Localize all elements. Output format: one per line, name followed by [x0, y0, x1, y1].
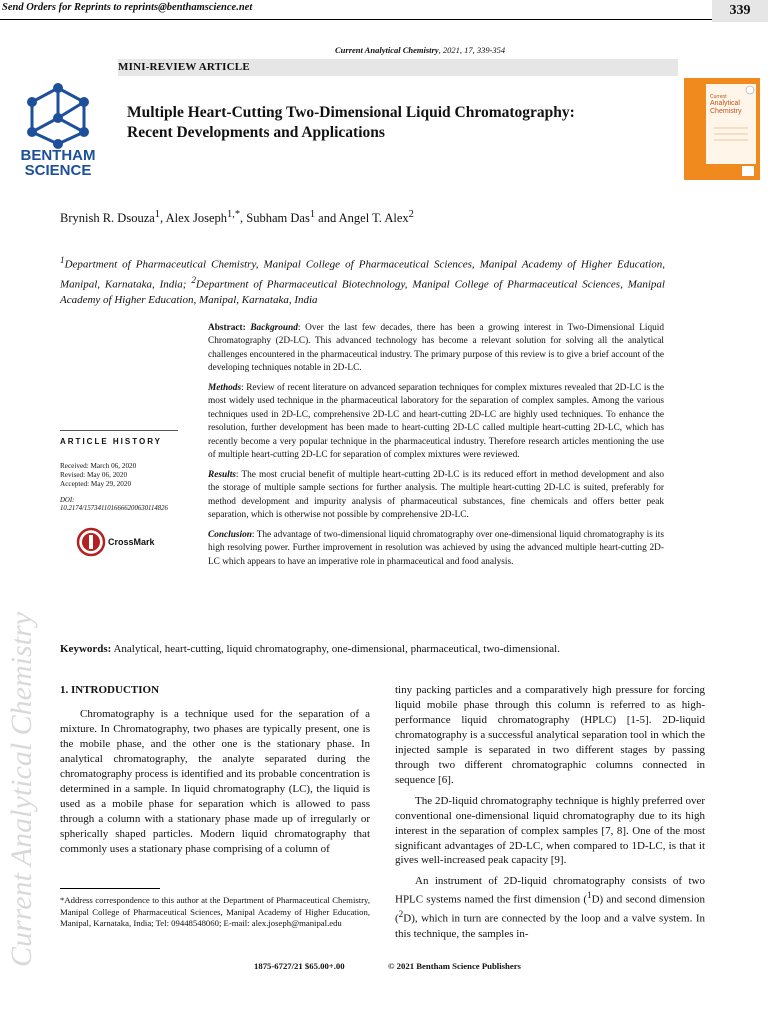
intro-paragraph-2: tiny packing particles and a comparatively high pressure for forcing liquid mobile phase through this column is referred to as high-performance liquid chromatography (HPLC) [1-5]. 2D-liquid chromatography is a successful analytical separation tool in which the injected sample is separated in two different stages by passing through two different chromatographic columns connected in sequence [6].: [395, 684, 705, 786]
title-line-2: Recent Developments and Applications: [127, 124, 385, 142]
intro-text-part: An instrument of 2D-liquid chromatography consists of two HPLC systems named the first dimension (: [395, 875, 705, 907]
keywords-text: Analytical, heart-cutting, liquid chromatography, one-dimensional, pharmaceutical, two-dimensional.: [111, 643, 560, 655]
author-separator: and: [315, 211, 339, 226]
abstract-label: Abstract:: [208, 323, 251, 333]
reprint-notice: Send Orders for Reprints to reprints@benthamscience.net: [2, 2, 253, 13]
abstract: [208, 322, 664, 575]
logo-text-science: SCIENCE: [24, 162, 92, 176]
history-rule: [60, 430, 178, 431]
conclusion-text: : The advantage of two-dimensional liquid chromatography over one-dimensional liquid chromatography is its high resolving power. Further improvement in resolution was achieved by using the advanced multiple heart-cutting 2D-LC which appears to have an imperative role in pharmaceutical and food analysis.: [208, 529, 664, 567]
affil-2-marker: 2: [191, 274, 196, 285]
body-column-right: [395, 683, 705, 948]
keywords: [60, 643, 560, 655]
author-3: Subham Das: [246, 211, 310, 226]
intro-text-part: D), which in turn are connected by the loop and a valve system. In this technique, the samples in-: [395, 912, 705, 940]
background-label: Background: [250, 323, 298, 333]
footnote-rule: [60, 888, 160, 889]
journal-cover: [684, 78, 760, 180]
intro-paragraph-3: The 2D-liquid chromatography technique is highly preferred over conventional one-dimensional liquid chromatography due to its high interest in the separation of complex samples [7, 8]. One of the most significant advantages of 2D-LC, when compared to 1D-LC, is that it gives well-increased peak capacity [9].: [395, 794, 705, 867]
results-text: : The most crucial benefit of multiple heart-cutting 2D-LC is its reduced effort in method development and also the storage of multiple sample sections for further analysis. The multiple heart-cutting 2D-LC is suited, preferably for method development and impurity analysis of pharmaceutical substances, fine chemicals and offers better peak separation, which is otherwise not possible by comprehensive 2D-LC.: [208, 469, 664, 521]
article-history-heading: ARTICLE HISTORY: [60, 437, 163, 446]
journal-reference: [335, 45, 505, 55]
page-number: 339: [712, 0, 768, 22]
affiliations: [60, 254, 665, 309]
author-2-affil: 1,*: [227, 209, 241, 220]
journal-name: Current Analytical Chemistry: [335, 45, 439, 55]
crossmark-icon: [76, 527, 106, 557]
cover-art-icon: [684, 78, 760, 180]
intro-paragraph-4: [395, 874, 705, 941]
author-separator: ,: [240, 211, 247, 226]
doi-block: [60, 497, 210, 514]
revised-date: Revised: May 06, 2020: [60, 471, 128, 479]
doi-link[interactable]: 10.2174/1573411016666200630114826: [60, 505, 168, 513]
title-line-1: Multiple Heart-Cutting Two-Dimensional Liquid Chromatography:: [127, 104, 575, 121]
body-column-left: [60, 683, 370, 862]
reprint-bar: [0, 0, 712, 19]
author-4-affil: 2: [408, 209, 414, 220]
accepted-date: Accepted: May 29, 2020: [60, 480, 132, 488]
molecule-icon: [8, 80, 108, 176]
author-1: Brynish R. Dsouza: [60, 211, 155, 226]
results-label: Results: [208, 469, 236, 480]
abstract-conclusion: [208, 529, 664, 569]
keywords-label: Keywords:: [60, 643, 112, 655]
dimension-superscript: 1: [587, 890, 592, 901]
methods-text: : Review of recent literature on advanced separation techniques for complex mixtures revealed that 2D-LC is the most widely used technique in the pharmaceutical laboratory for the separation of complex samples. Among the various techniques used in 2D-LC, comprehensive 2D-LC and heart-cutting 2D-LC are highly used techniques. To enhance the resolution, further development has been made to heart-cutting 2D-LC called multiple heart-cutting 2D-LC, which has recently become a very popular technique in the pharmaceutical industry. Therefore research articles mentioning the use of multiple heart-cutting 2D-LC for separation of complex mixtures were reviewed.: [208, 382, 664, 461]
affiliation-2: Department of Pharmaceutical Biotechnology, Manipal College of Pharmaceutical Sciences, Manipal Academy of Higher Education, Manipal, Karnataka, India: [60, 278, 665, 307]
article-dates: [60, 462, 136, 489]
logo-text-bentham: BENTHAM: [20, 147, 96, 164]
methods-label: Methods: [208, 382, 242, 393]
received-date: Received: March 06, 2020: [60, 462, 137, 470]
intro-paragraph-1: Chromatography is a technique used for the separation of a mixture. In Chromatography, two phases are typically present, one is the mobile phase, and the other one is the stationary phase. In analytical chromatography, the analyte separated during the chromatography process is identified and its probable concentration is determined in a sample. In liquid chromatography (LC), the liquid is used as a mobile phase for separation which is allowed to pass through a column with a stationary phase made up of irregularly or spherically shaped particles. Modern liquid chromatography that commonly uses a stationary phase comprising of a column of: [60, 707, 370, 855]
abstract-background: [208, 322, 664, 376]
cover-title-1: Current: [710, 94, 727, 100]
dimension-superscript: 2: [398, 909, 404, 919]
background-text: : Over the last few decades, there has been a growing interest in Two-Dimensional Liquid Chromatography (2D-LC). This advanced technology has become a relevant solution for solving all the analytical challenges encountered in the pharmaceutical industry. The primary purpose of this review is to give a brief account of the developing techniques notable in 2D-LC.: [208, 323, 664, 374]
header-rule: [0, 19, 712, 20]
abstract-methods: [208, 382, 664, 463]
doi-label: DOI:: [60, 497, 75, 504]
author-1-affil: 1: [154, 209, 160, 220]
intro-text-part: D) and second dimension (: [395, 894, 705, 925]
correspondence-footnote: *Address correspondence to this author at the Department of Pharmaceutical Chemistry, Manipal College of Pharmaceutical Sciences, Manipal Academy of Higher Education, Manipal, Karnataka, India; Tel: 09448548060; E-mail: alex.joseph@manipal.edu: [60, 895, 370, 929]
issn-price: 1875-6727/21 $65.00+.00: [254, 961, 345, 971]
conclusion-label: Conclusion: [208, 529, 252, 540]
author-2: Alex Joseph: [165, 211, 228, 226]
article-type: MINI-REVIEW ARTICLE: [118, 61, 250, 73]
crossmark-badge[interactable]: [76, 527, 106, 562]
journal-watermark: Current Analytical Chemistry: [5, 612, 38, 967]
author-4: Angel T. Alex: [338, 211, 409, 226]
abstract-results: [208, 469, 664, 523]
author-list: [60, 209, 414, 226]
cover-title-3: Chemistry: [710, 108, 742, 115]
affiliation-1: Department of Pharmaceutical Chemistry, Manipal College of Pharmaceutical Sciences, Manipal Academy of Higher Education, Manipal, Karnataka, India;: [60, 258, 665, 291]
crossmark-label: CrossMark: [108, 537, 155, 547]
cover-title-2: Analytical: [710, 100, 740, 107]
section-heading: 1. INTRODUCTION: [60, 684, 160, 696]
article-title: [127, 103, 663, 143]
copyright: © 2021 Bentham Science Publishers: [388, 961, 521, 971]
author-separator: ,: [160, 211, 166, 226]
bentham-logo: [8, 80, 108, 176]
journal-volume: , 2021, 17, 339-354: [438, 45, 506, 55]
author-3-affil: 1: [309, 209, 316, 220]
affil-1-marker: 1: [60, 255, 65, 265]
